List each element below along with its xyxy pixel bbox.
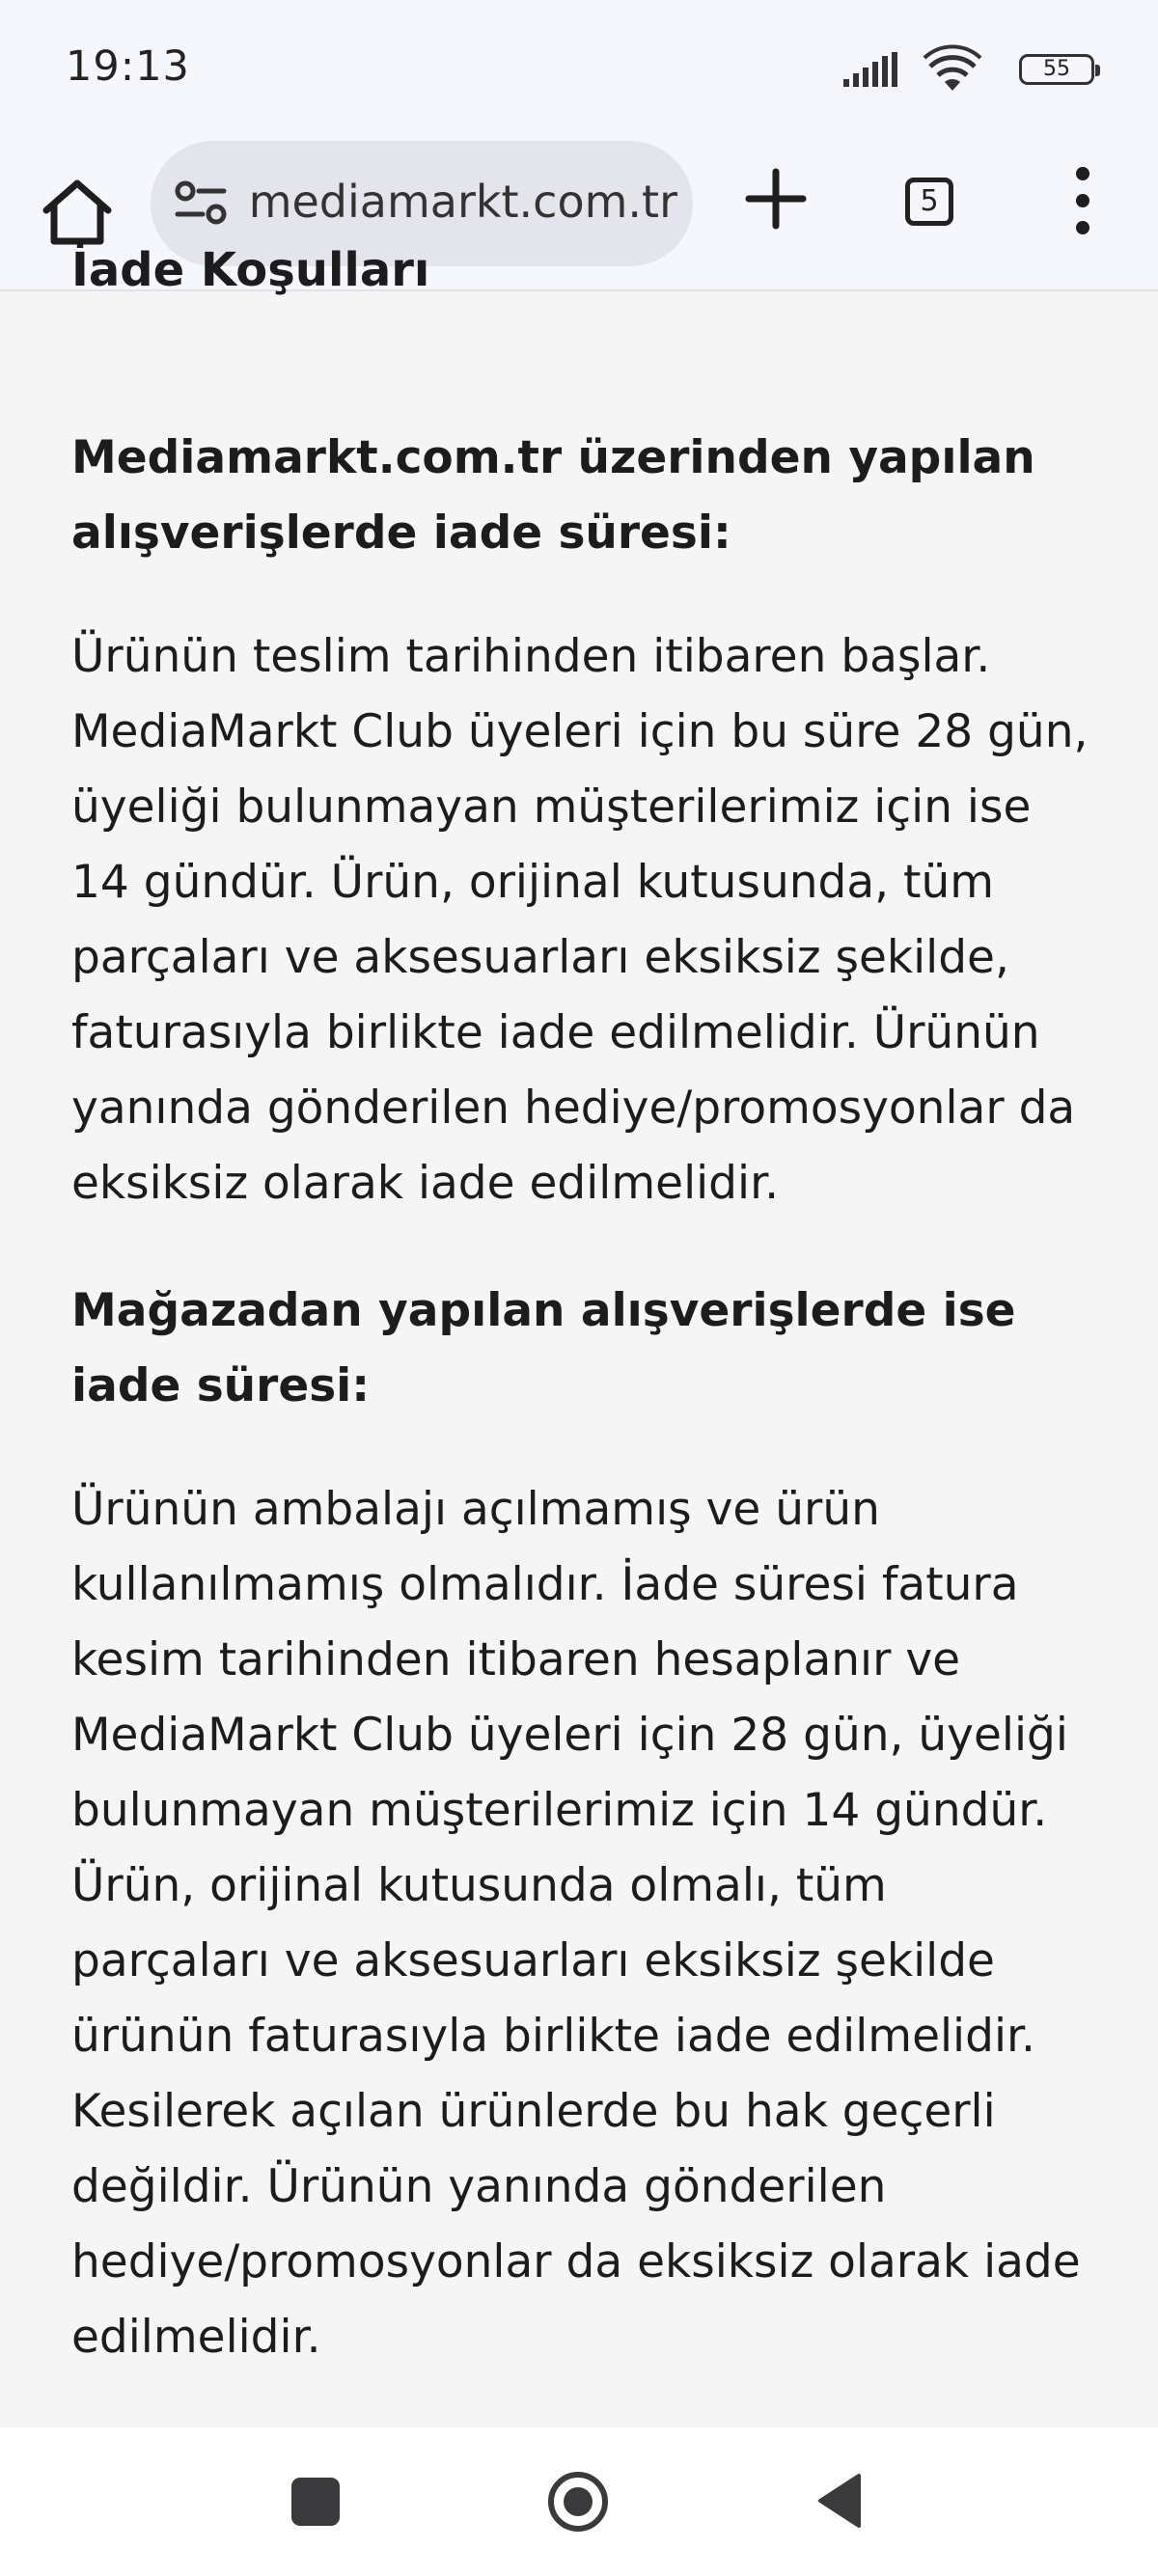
section-1-body: Ürünün teslim tarihinden itibaren başlar. MediaMarkt Club üyeleri için bu süre 28 gün, üyeliği bulunmayan müşterilerimiz için ise 14 gündür. Ürün, orijinal kutusunda, tüm parçaları ve aksesuarları eksiksiz şekilde, faturasıyla birlikte iade edilmelidir. Ürünün yanında gönderilen hediye/promosyonlar da eksiksiz olarak iade edilmelidir. bbox=[71, 630, 1089, 1210]
page-content bbox=[0, 243, 1158, 2427]
battery-icon bbox=[1019, 54, 1094, 85]
status-bar bbox=[0, 0, 1158, 135]
home-circle-icon[interactable] bbox=[546, 2470, 610, 2534]
wifi-icon bbox=[924, 50, 980, 93]
back-icon[interactable] bbox=[814, 2472, 863, 2530]
system-nav-bar bbox=[0, 2427, 1158, 2576]
tab-switcher-icon[interactable] bbox=[905, 178, 953, 226]
section-2-body: Ürünün ambalajı açılmamış ve ürün kullanılmamış olmalıdır. İade süresi fatura kesim tarihinden itibaren hesaplanır ve MediaMarkt Club üyeleri için 28 gün, üyeliği bulunmayan müşterilerimiz için 14 gündür. Ürün, orijinal kutusunda olmalı, tüm parçaları ve aksesuarları eksiksiz şekilde ürünün faturasıyla birlikte iade edilmelidir. Kesilerek açılan ürünlerde bu hak geçerli değildir. Ürünün yanında gönderilen hediye/promosyonlar da eksiksiz olarak iade edilmelidir. bbox=[71, 1483, 1081, 2364]
more-vert-icon[interactable] bbox=[1058, 164, 1108, 237]
home-icon[interactable] bbox=[37, 172, 118, 253]
url-text: mediamarkt.com.tr bbox=[248, 176, 677, 228]
battery-level: 55 bbox=[1043, 57, 1070, 81]
tab-count: 5 bbox=[920, 184, 939, 218]
section-1-heading: Mediamarkt.com.tr üzerinden yapılan alışverişlerde iade süresi: bbox=[71, 431, 1035, 560]
recents-icon[interactable] bbox=[291, 2478, 340, 2526]
site-info-icon[interactable] bbox=[174, 179, 228, 226]
signal-icon bbox=[843, 52, 897, 87]
plus-icon[interactable] bbox=[741, 164, 811, 233]
clipped-heading: İade Koşulları bbox=[71, 243, 430, 297]
section-2-heading: Mağazadan yapılan alışverişlerde ise iade süresi: bbox=[71, 1284, 1016, 1412]
status-time: 19:13 bbox=[66, 42, 190, 91]
